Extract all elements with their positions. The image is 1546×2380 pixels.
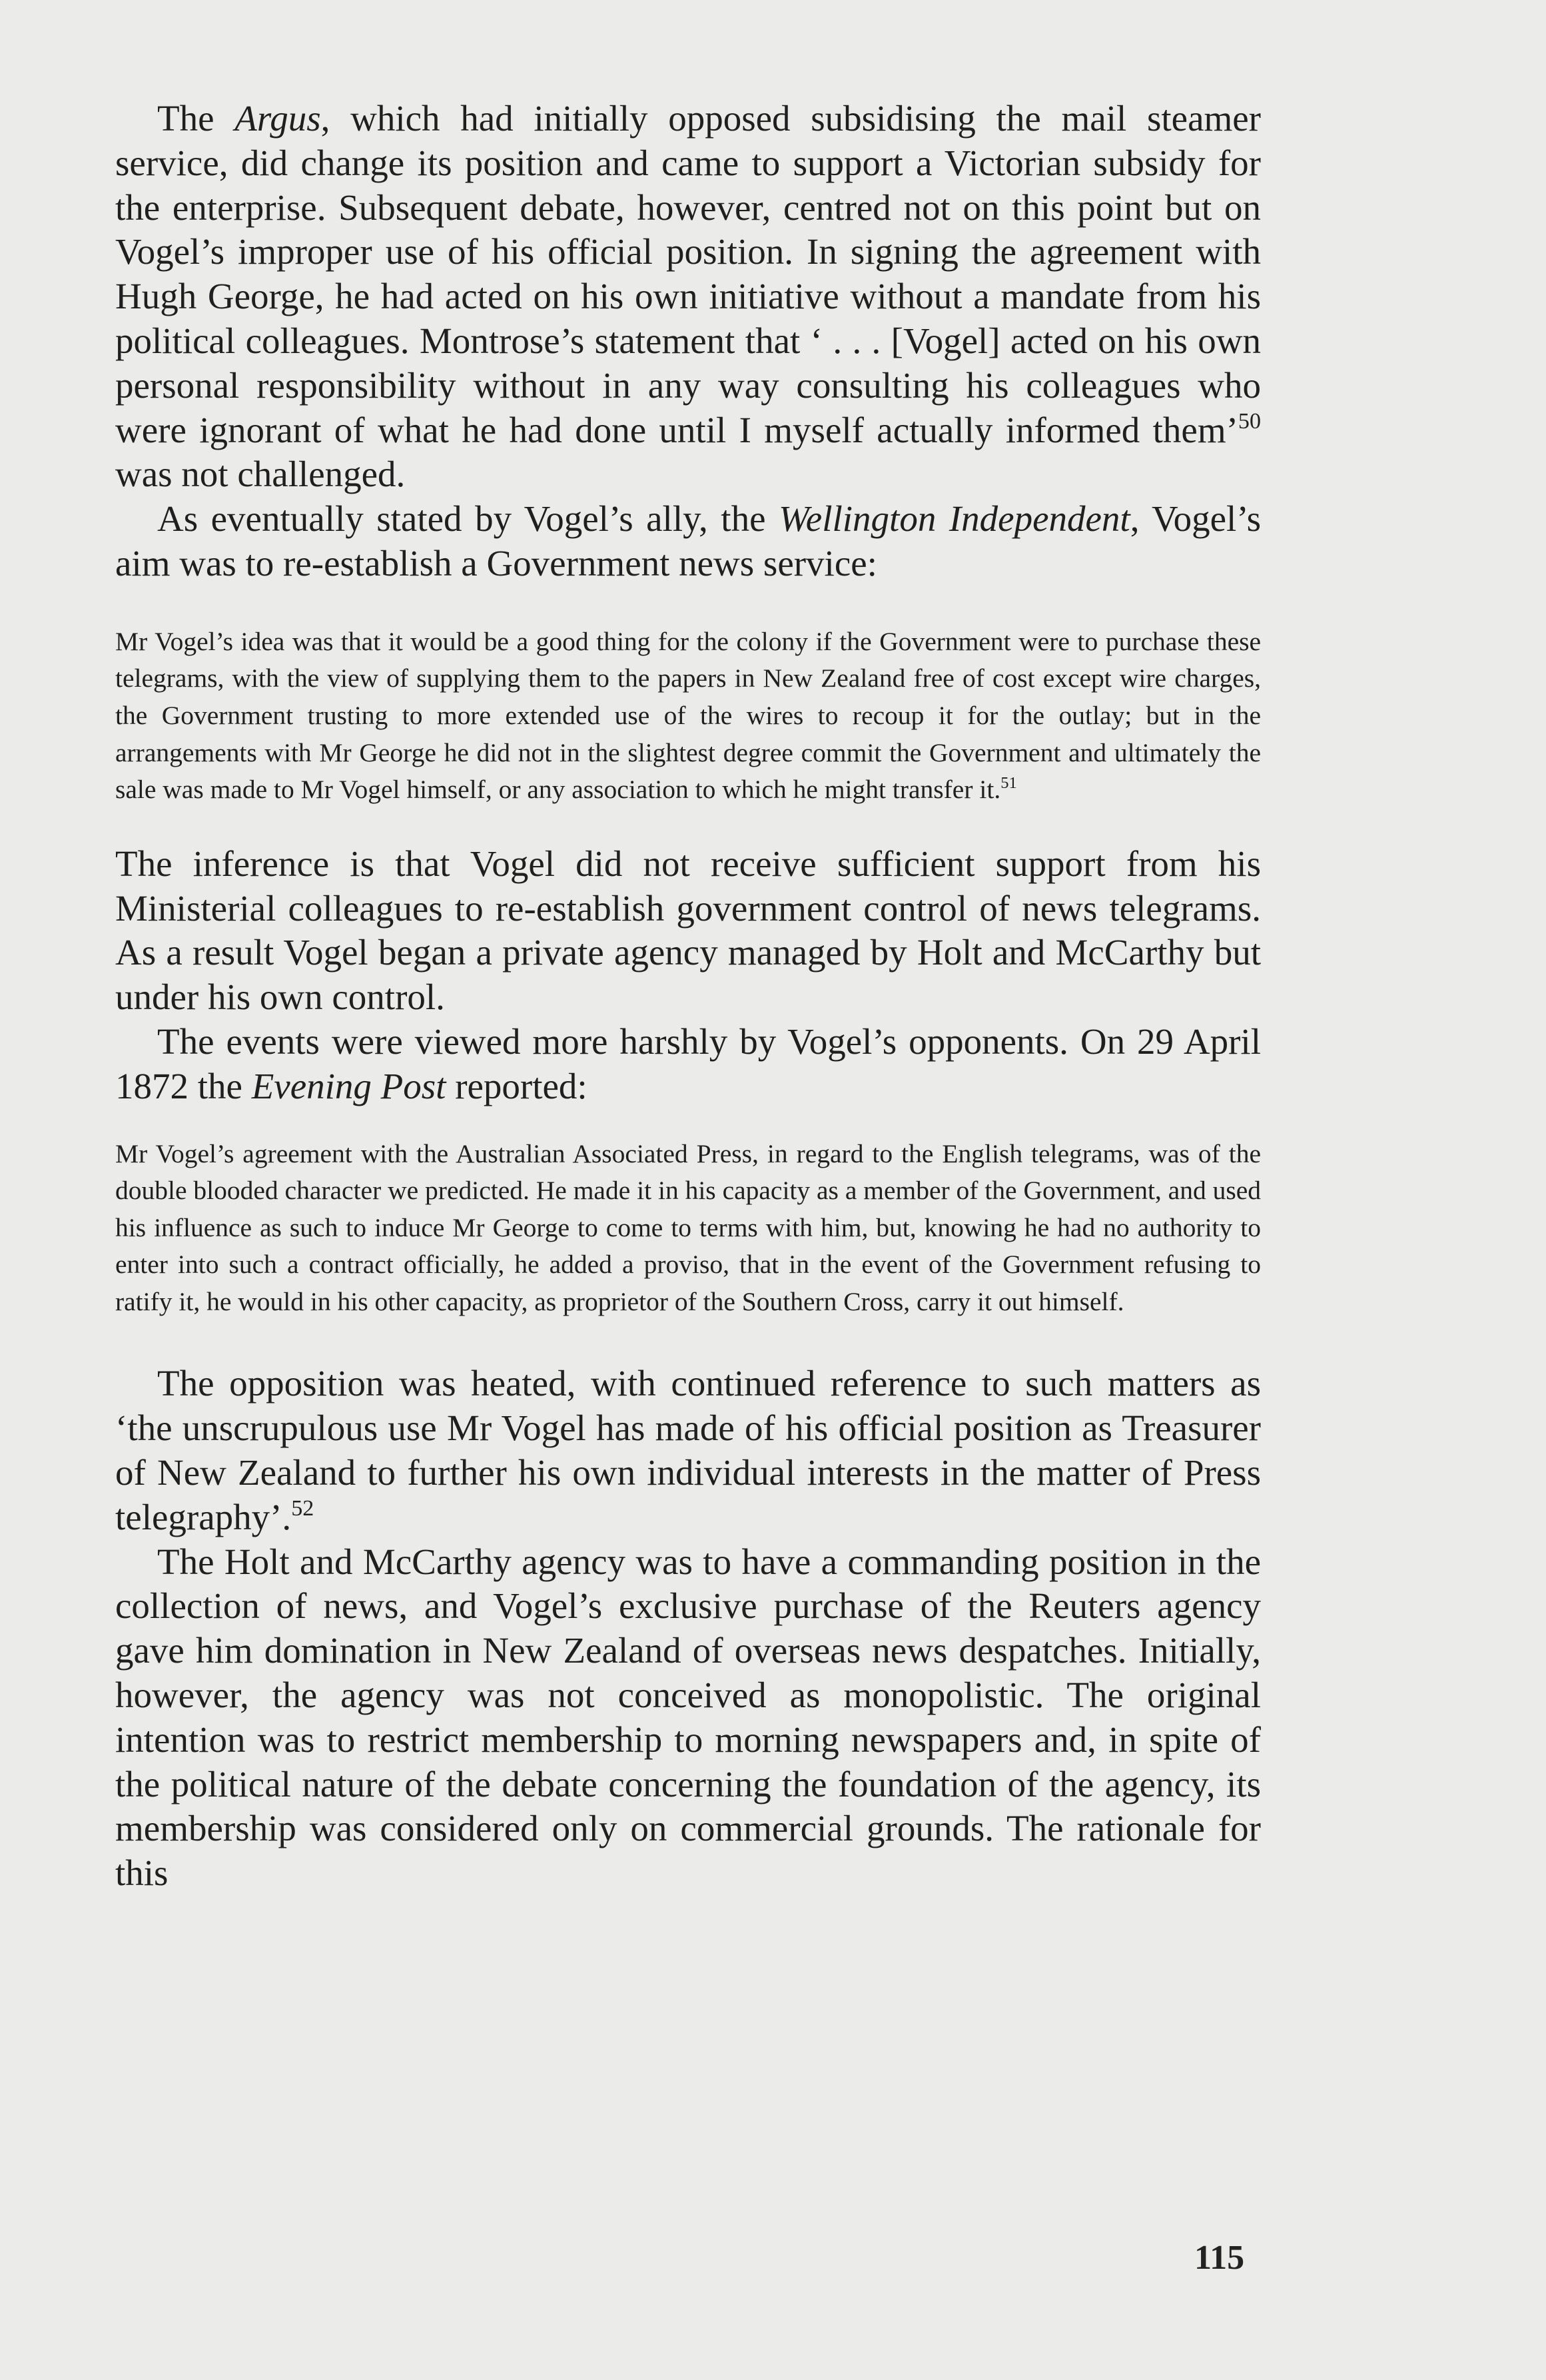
- text-run: Mr Vogel’s agreement with the Australian Associated Press, in regard to the English telegrams, was of the double blooded character we predicted. He made it in his capacity as a member of the Government, and used his influence as such to induce Mr George to come to terms with him, but, knowing he had no authority to enter into such a contract officially, he added a proviso, that in the event of the Government refusing to ratify it, he would in his other capacity, as proprietor of the Southern Cross, carry it out himself.: [115, 1138, 1261, 1316]
- text-run: was not challenged.: [115, 454, 406, 495]
- text-run: Mr Vogel’s idea was that it would be a good thing for the colony if the Government were to purchase these telegrams, with the view of supplying them to the papers in New Zealand free of cost except wire charges, the Government trusting to more extended use of the wires to recoup it for the outlay; but in the arrangements with Mr George he did not in the slightest degree commit the Government and ultimately the sale was made to Mr Vogel himself, or any association to which he might transfer it.: [115, 626, 1261, 805]
- text-run: , which had initially opposed subsidising the mail steamer service, did change its position and came to support a Victorian subsidy for the enterprise. Subsequent debate, however, centred not on this point but on Vogel’s improper use of his official position. In signing the agreement with Hugh George, he had acted on his own initiative without a mandate from his political colleagues. Montrose’s statement that ‘ . . . [Vogel] acted on his own personal responsibility without in any way consulting his colleagues who were ignorant of what he had done until I myself actually informed them’: [115, 98, 1261, 450]
- text-run: reported:: [446, 1065, 587, 1106]
- block-quote-vogel-idea: [115, 623, 1261, 809]
- text-run: , Vogel’s aim was to re-establish a Government news service:: [115, 498, 1261, 584]
- italic-title: Argus: [234, 98, 321, 139]
- paragraph-wellington-independent: [115, 497, 1261, 586]
- paragraph-argus: [115, 97, 1261, 497]
- footnote-ref: 52: [291, 1495, 314, 1521]
- text-run: The Holt and McCarthy agency was to have a commanding position in the collection of news, and Vogel’s exclusive purchase of the Reuters agency gave him domination in New Zealand of overseas news despatches. Initially, however, the agency was not conceived as monopolistic. The original intention was to restrict membership to morning newspapers and, in spite of the political nature of the debate concerning the foundation of the agency, its membership was considered only on commercial grounds. The rationale for this: [115, 1541, 1261, 1894]
- footnote-ref: 51: [1000, 773, 1017, 792]
- page-number: 115: [1194, 2239, 1245, 2277]
- block-quote-evening-post: [115, 1136, 1261, 1321]
- paragraph-inference: [115, 842, 1261, 1020]
- footnote-ref: 50: [1238, 408, 1261, 434]
- italic-title: Evening Post: [251, 1065, 446, 1106]
- text-run: The opposition was heated, with continued reference to such matters as ‘the unscrupulous use Mr Vogel has made of his official position as Treasurer of New Zealand to further his own individual interests in the matter of Press telegraphy’.: [115, 1363, 1261, 1537]
- paragraph-holt-mccarthy: [115, 1540, 1261, 1896]
- text-run: The: [157, 98, 235, 139]
- italic-title: Wellington Independent: [779, 498, 1130, 540]
- text-run: The inference is that Vogel did not receive sufficient support from his Ministerial colleagues to re-establish government control of news telegrams. As a result Vogel began a private agency managed by Holt and McCarthy but under his own control.: [115, 843, 1261, 1018]
- paragraph-evening-post: [115, 1020, 1261, 1109]
- text-run: As eventually stated by Vogel’s ally, the: [157, 498, 779, 540]
- paragraph-opposition: [115, 1362, 1261, 1539]
- page-text: [115, 97, 1261, 1896]
- text-run: The events were viewed more harshly by Vogel’s opponents. On 29 April 1872 the: [115, 1020, 1261, 1106]
